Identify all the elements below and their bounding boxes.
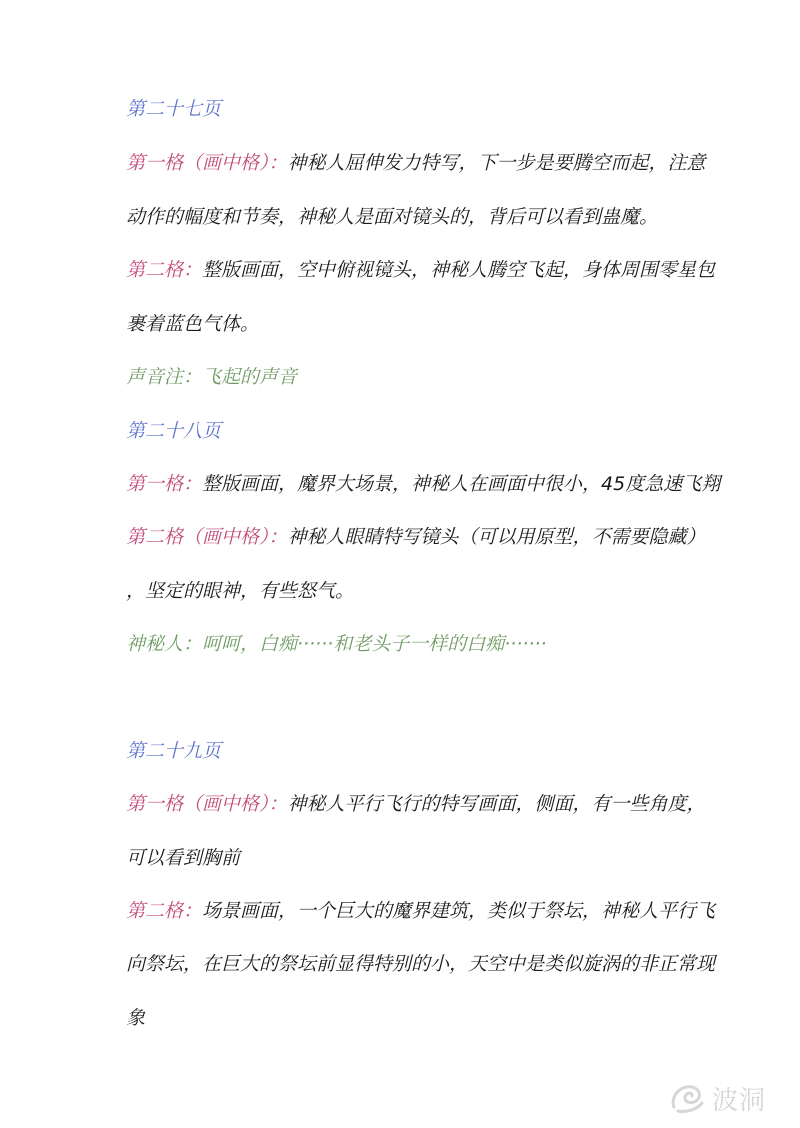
panel-text: 整版画面，空中俯视镜头，神秘人腾空飞起，身体周围零星包 [202, 259, 716, 281]
script-line [126, 899, 715, 923]
panel-text: 神秘人眼睛特写镜头（可以用原型，不需要隐藏） [287, 526, 706, 548]
panel-text: 象 [126, 1007, 146, 1029]
panel-text: 场景画面，一个巨大的魔界建筑，类似于祭坛，神秘人平行飞 [202, 900, 716, 922]
panel-text: 裹着蓝色气体。 [126, 313, 260, 335]
panel-text: 动作的幅度和节奏，神秘人是面对镜头的，背后可以看到蛊魔。 [126, 206, 659, 228]
script-line [126, 525, 706, 549]
sound-note-label: 声音注： [126, 366, 203, 388]
panel-label: 第二格（画中格）： [126, 526, 288, 548]
watermark [668, 1078, 778, 1118]
panel-text: 神秘人屈伸发力特写，下一步是要腾空而起，注意 [287, 152, 706, 174]
script-line [126, 792, 706, 816]
dialogue-text: 呵呵，白痴······和老头子一样的白痴······· [202, 633, 547, 655]
script-line [126, 151, 706, 175]
speaker-label: 神秘人： [126, 633, 203, 655]
panel-text: ，坚定的眼神，有些怒气。 [126, 580, 355, 602]
page-heading-28: 第二十八页 [126, 420, 222, 442]
script-line [126, 846, 240, 870]
script-line [126, 472, 720, 496]
script-line [126, 258, 715, 282]
panel-label: 第二格： [126, 259, 203, 281]
panel-label: 第一格（画中格）： [126, 152, 288, 174]
sound-note-line [126, 365, 297, 389]
dialogue-line [126, 632, 547, 656]
panel-label: 第二格： [126, 900, 203, 922]
panel-label: 第一格： [126, 473, 203, 495]
swirl-logo-icon [668, 1081, 706, 1115]
watermark-text: 波洞 [712, 1085, 767, 1116]
sound-note-text: 飞起的声音 [202, 366, 298, 388]
page-heading-27: 第二十七页 [126, 98, 222, 120]
panel-label: 第一格（画中格）： [126, 793, 288, 815]
script-line [126, 1006, 145, 1030]
script-line [126, 205, 658, 229]
script-line [126, 579, 354, 603]
script-line [126, 952, 715, 976]
panel-text: 神秘人平行飞行的特写画面，侧面，有一些角度， [287, 793, 706, 815]
panel-text: 可以看到胸前 [126, 847, 241, 869]
script-line [126, 312, 259, 336]
panel-text: 整版画面，魔界大场景，神秘人在画面中很小，45度急速飞翔 [202, 473, 721, 495]
panel-text: 向祭坛，在巨大的祭坛前显得特别的小，天空中是类似旋涡的非正常现 [126, 953, 716, 975]
page-heading-29: 第二十九页 [126, 740, 222, 762]
